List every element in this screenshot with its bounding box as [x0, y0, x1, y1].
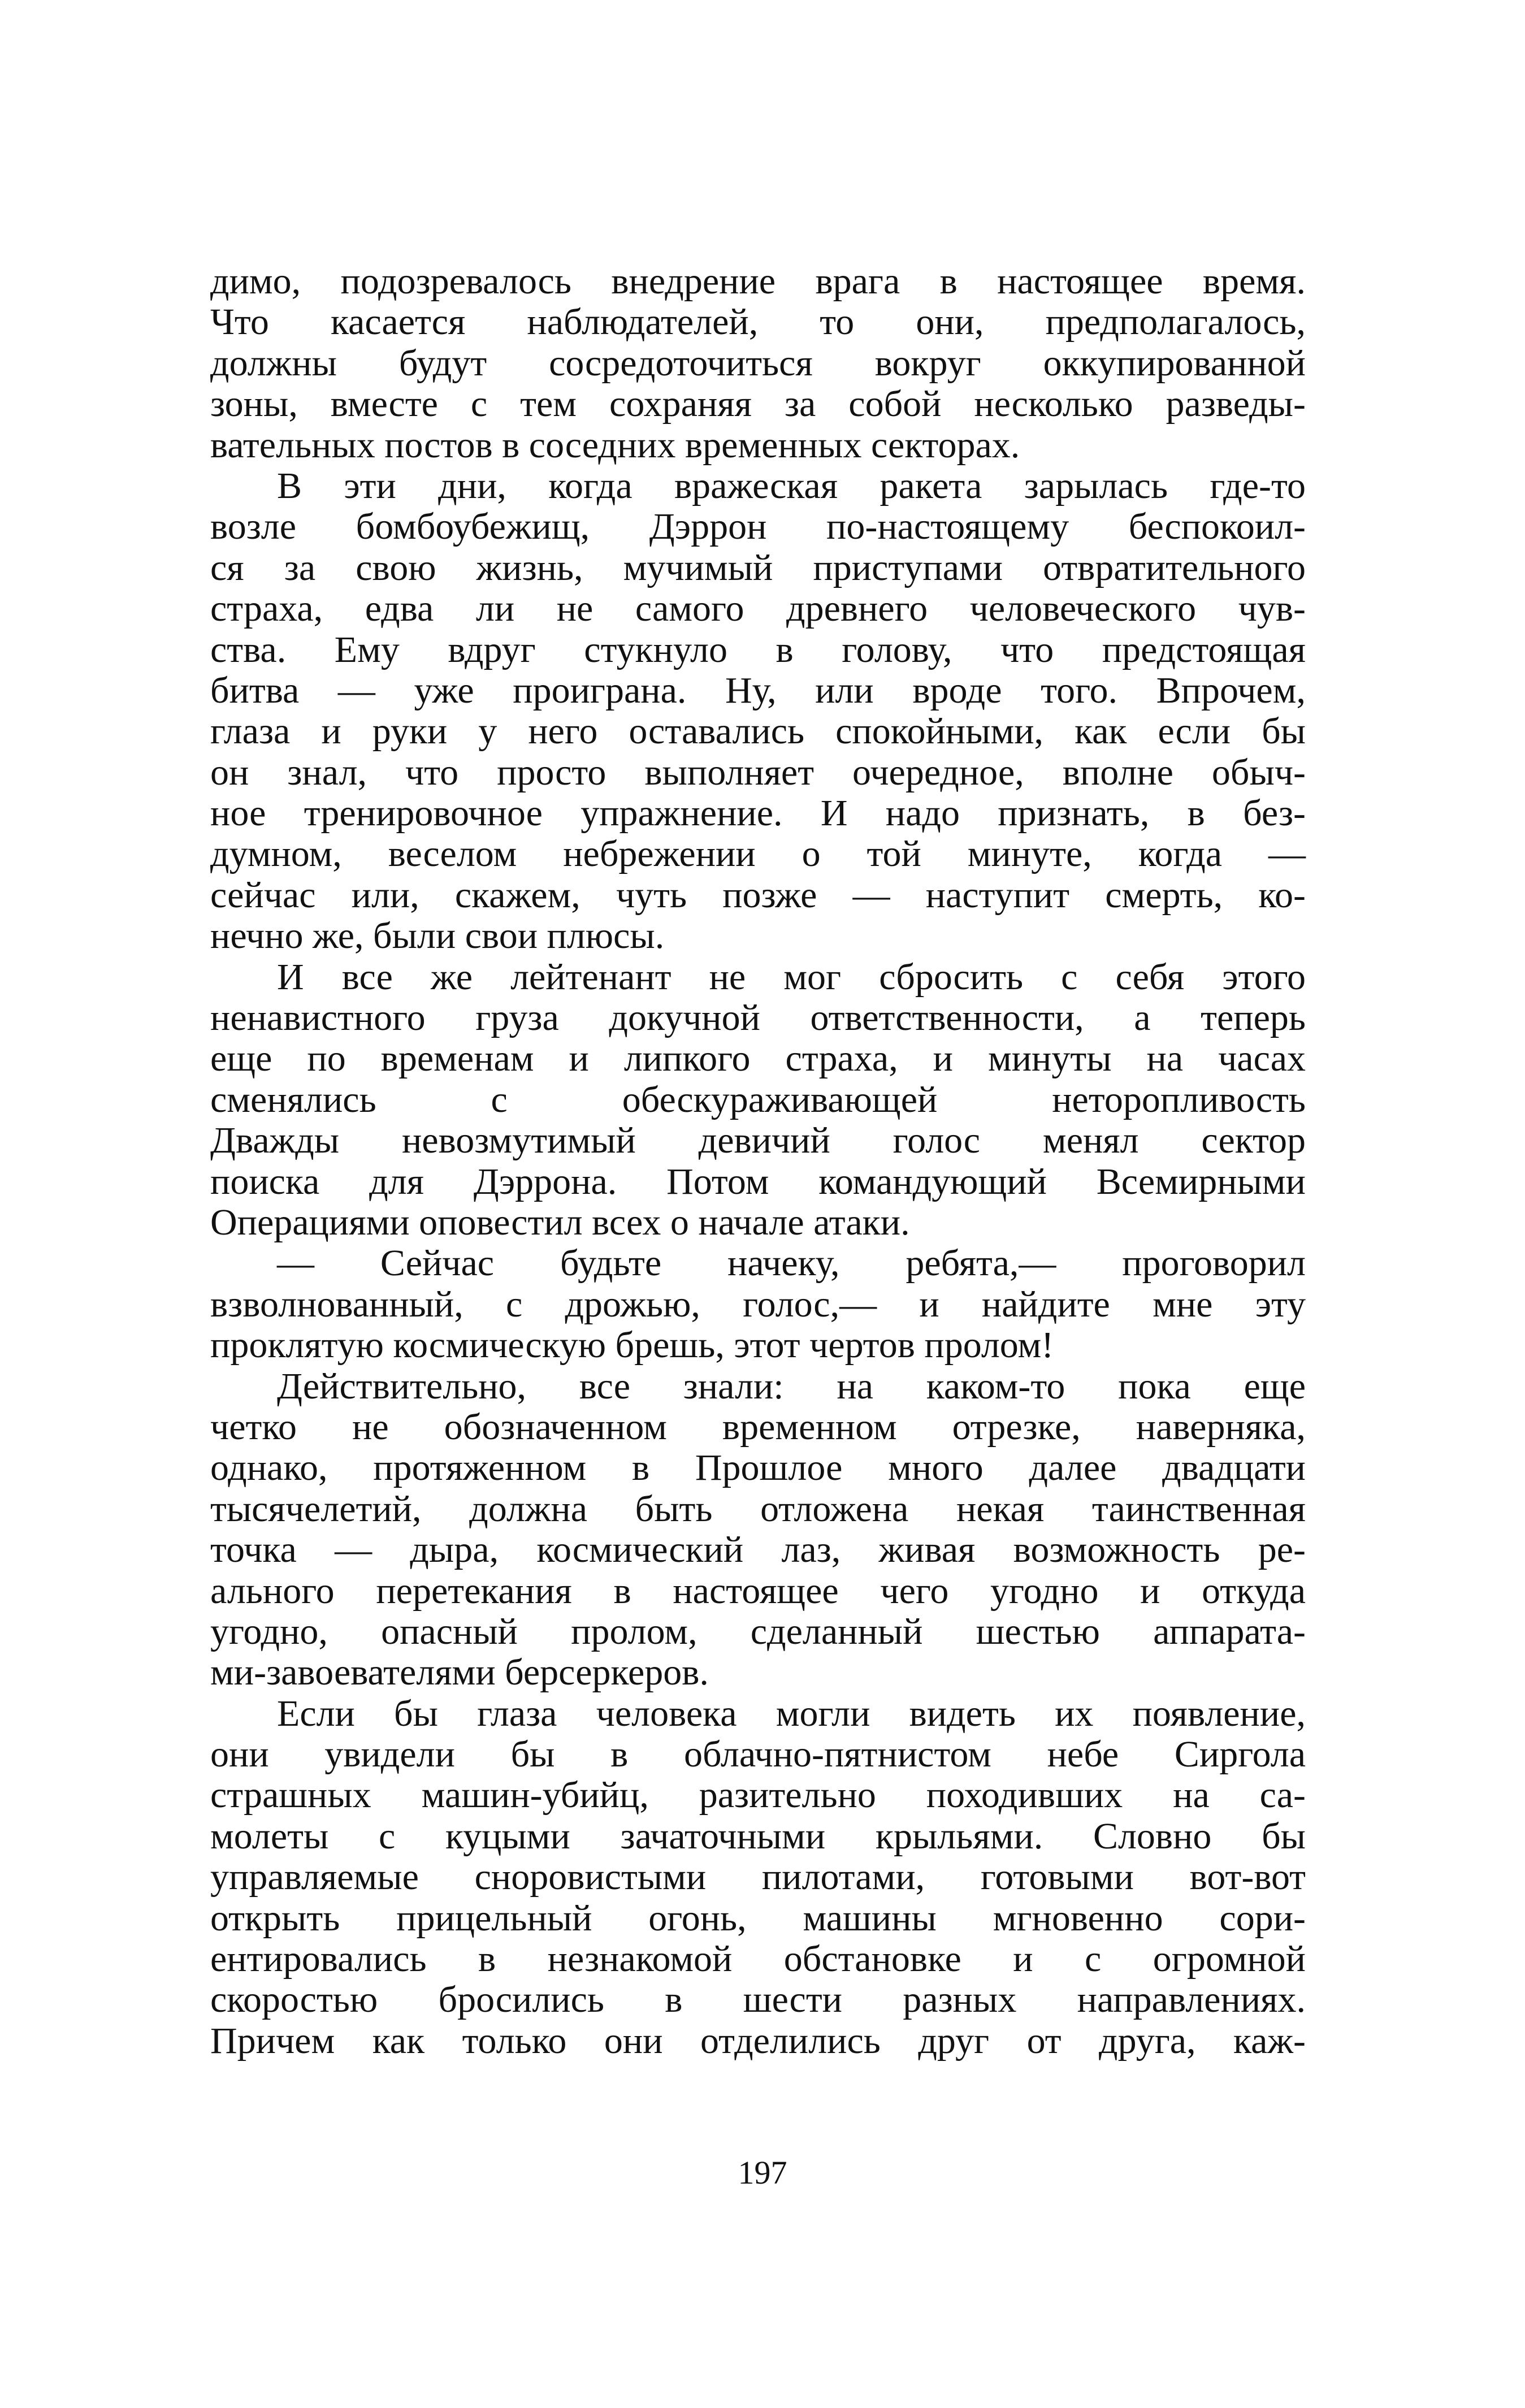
text-line: управляемые сноровистыми пилотами, готовыми вот-вот — [210, 1856, 1306, 1898]
text-line: ми-завоевателями берсеркеров. — [210, 1652, 709, 1694]
text-line: четко не обозначенном временном отрезке, наверняка, — [210, 1406, 1306, 1448]
text-line: — Сейчас будьте начеку, ребята,— проговорил — [277, 1242, 1306, 1284]
text-line: битва — уже проиграна. Ну, или вроде того. Впрочем, — [210, 669, 1306, 711]
text-line: ства. Ему вдруг стукнуло в голову, что предстоящая — [210, 629, 1306, 670]
text-line: нечно же, были свои плюсы. — [210, 915, 665, 957]
text-line: Действительно, все знали: на каком-то пока еще — [277, 1365, 1306, 1407]
text-line: Причем как только они отделились друг от друга, каж- — [210, 2020, 1306, 2061]
text-line: сменялись с обескураживающей неторопливость — [210, 1079, 1306, 1120]
text-line: должны будут сосредоточиться вокруг оккупированной — [210, 342, 1306, 384]
text-line: они увидели бы в облачно-пятнистом небе Сиргола — [210, 1734, 1306, 1775]
text-line: скоростью бросились в шести разных направлениях. — [210, 1979, 1306, 2021]
text-line: Если бы глаза человека могли видеть их появление, — [277, 1692, 1306, 1734]
text-line: В эти дни, когда вражеская ракета зарылась где-то — [277, 465, 1306, 506]
text-line: вательных постов в соседних временных секторах. — [210, 424, 1020, 466]
text-line: еще по временам и липкого страха, и минуты на часах — [210, 1038, 1306, 1080]
body-text — [210, 261, 1306, 2061]
page-number: 197 — [738, 2154, 787, 2191]
text-line: тысячелетий, должна быть отложена некая таинственная — [210, 1488, 1306, 1530]
text-line: открыть прицельный огонь, машины мгновенно сори- — [210, 1897, 1306, 1939]
text-line: ентировались в незнакомой обстановке и с огромной — [210, 1938, 1306, 1980]
text-line: взволнованный, с дрожью, голос,— и найдите мне эту — [210, 1283, 1306, 1325]
text-line: проклятую космическую брешь, этот чертов пролом! — [210, 1324, 1054, 1366]
text-line: страха, едва ли не самого древнего человеческого чув- — [210, 588, 1306, 630]
text-line: Что касается наблюдателей, то они, предполагалось, — [210, 301, 1306, 343]
text-line: зоны, вместе с тем сохраняя за собой несколько разведы- — [210, 383, 1306, 425]
text-line: он знал, что просто выполняет очередное, вполне обыч- — [210, 751, 1306, 793]
text-line: димо, подозревалось внедрение врага в настоящее время. — [210, 261, 1306, 302]
text-line: поиска для Дэррона. Потом командующий Всемирными — [210, 1160, 1306, 1202]
text-line: возле бомбоубежищ, Дэррон по-настоящему беспокоил- — [210, 506, 1306, 548]
text-line: ненавистного груза докучной ответственности, а теперь — [210, 997, 1306, 1039]
text-line: ального перетекания в настоящее чего угодно и откуда — [210, 1570, 1306, 1612]
text-line: И все же лейтенант не мог сбросить с себя этого — [277, 956, 1306, 998]
text-line: ное тренировочное упражнение. И надо признать, в без- — [210, 792, 1306, 834]
text-line: однако, протяженном в Прошлое много далее двадцати — [210, 1447, 1306, 1489]
text-line: думном, веселом небрежении о той минуте, когда — — [210, 833, 1306, 875]
text-line: страшных машин-убийц, разительно походивших на са- — [210, 1774, 1306, 1816]
text-line: точка — дыра, космический лаз, живая возможность ре- — [210, 1529, 1306, 1571]
text-line: сейчас или, скажем, чуть позже — наступит смерть, ко- — [210, 874, 1306, 916]
text-line: угодно, опасный пролом, сделанный шестью аппарата- — [210, 1610, 1306, 1652]
text-line: молеты с куцыми зачаточными крыльями. Словно бы — [210, 1815, 1306, 1857]
text-line: Операциями оповестил всех о начале атаки. — [210, 1201, 910, 1243]
text-line: Дважды невозмутимый девичий голос менял сектор — [210, 1120, 1306, 1162]
text-line: глаза и руки у него оставались спокойными, как если бы — [210, 711, 1306, 752]
text-line: ся за свою жизнь, мучимый приступами отвратительного — [210, 547, 1306, 588]
